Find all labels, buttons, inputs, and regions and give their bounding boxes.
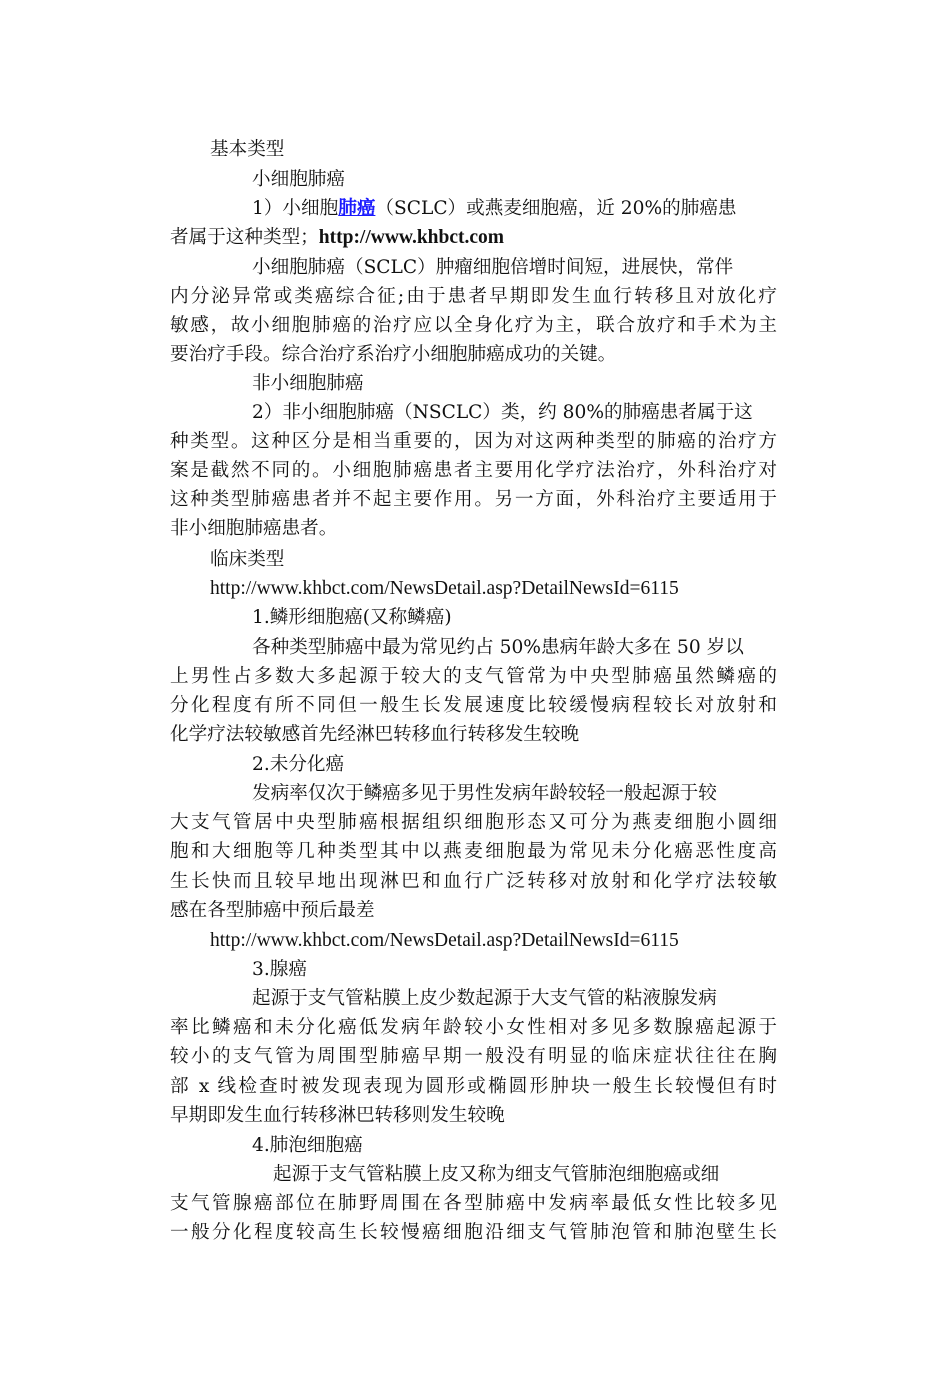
paragraph-line: 各种类型肺癌中最为常见约占 50%患病年龄大多在 50 岁以 — [252, 637, 744, 658]
paragraph-line: 早期即发生血行转移淋巴转移则发生较晚 — [170, 1105, 505, 1126]
paragraph-line: 内分泌异常或类癌综合征;由于患者早期即发生血行转移且对放化疗 — [170, 286, 777, 307]
paragraph-line: 率比鳞癌和未分化癌低发病年龄较小女性相对多见多数腺癌起源于 — [170, 1017, 777, 1038]
paragraph-sclc-line-1 — [252, 194, 737, 224]
type-title-squamous: 1.鳞形细胞癌(又称鳞癌) — [252, 607, 452, 628]
text-run: 1）小细胞 — [252, 198, 339, 219]
paragraph-line: 一般分化程度较高生长较慢癌细胞沿细支气管肺泡管和肺泡壁生长 — [170, 1222, 777, 1243]
paragraph-line: 案是截然不同的。小细胞肺癌患者主要用化学疗法治疗，外科治疗对 — [170, 460, 777, 481]
paragraph-line: 部 x 线检查时被发现表现为圆形或椭圆形肿块一般生长较慢但有时 — [170, 1076, 777, 1097]
paragraph-line: 大支气管居中央型肺癌根据组织细胞形态又可分为燕麦细胞小圆细 — [170, 812, 777, 833]
paragraph-sclc-line-2 — [170, 223, 504, 253]
type-title-undifferentiated: 2.未分化癌 — [252, 754, 345, 775]
paragraph-line: 敏感，故小细胞肺癌的治疗应以全身化疗为主，联合放疗和手术为主 — [170, 315, 777, 336]
paragraph-line: 分化程度有所不同但一般生长发展速度比较缓慢病程较长对放射和 — [170, 695, 777, 716]
paragraph-line: 发病率仅次于鳞癌多见于男性发病年龄较轻一般起源于较 — [252, 783, 717, 804]
text-run: 者属于这种类型； — [170, 227, 319, 248]
paragraph-line: 小细胞肺癌（SCLC）肿瘤细胞倍增时间短，进展快，常伴 — [252, 257, 734, 278]
paragraph-line: 种类型。这种区分是相当重要的，因为对这两种类型的肺癌的治疗方 — [170, 431, 777, 452]
section-heading-clinical-types: 临床类型 — [210, 549, 285, 570]
paragraph-line: 较小的支气管为周围型肺癌早期一般没有明显的临床症状往往在胸 — [170, 1046, 777, 1067]
news-url: http://www.khbct.com/NewsDetail.asp?DetailNewsId=6115 — [210, 930, 679, 951]
paragraph-line: 2）非小细胞肺癌（NSCLC）类，约 80%的肺癌患者属于这 — [252, 402, 753, 423]
paragraph-line: 上男性占多数大多起源于较大的支气管常为中央型肺癌虽然鳞癌的 — [170, 666, 777, 687]
paragraph-line: 这种类型肺癌患者并不起主要作用。另一方面，外科治疗主要适用于 — [170, 489, 777, 510]
paragraph-line: 化学疗法较敏感首先经淋巴转移血行转移发生较晚 — [170, 724, 580, 745]
section-heading-basic-types: 基本类型 — [210, 139, 285, 160]
paragraph-line: 起源于支气管粘膜上皮又称为细支气管肺泡细胞癌或细 — [273, 1164, 720, 1185]
subheading-nsclc: 非小细胞肺癌 — [252, 373, 364, 394]
paragraph-line: 胞和大细胞等几种类型其中以燕麦细胞最为常见未分化癌恶性度高 — [170, 841, 777, 862]
text-run: （SCLC）或燕麦细胞癌，近 20%的肺癌患 — [375, 198, 737, 219]
type-title-adenocarcinoma: 3.腺癌 — [252, 959, 307, 980]
subheading-sclc: 小细胞肺癌 — [252, 169, 345, 190]
type-title-alveolar: 4.肺泡细胞癌 — [252, 1135, 363, 1156]
website-url: http://www.khbct.com — [318, 227, 505, 248]
paragraph-line: 生长快而且较早地出现淋巴和血行广泛转移对放射和化学疗法较敏 — [170, 871, 777, 892]
news-url: http://www.khbct.com/NewsDetail.asp?DetailNewsId=6115 — [210, 578, 679, 599]
lung-cancer-link[interactable]: 肺癌 — [338, 198, 376, 219]
paragraph-line: 支气管腺癌部位在肺野周围在各型肺癌中发病率最低女性比较多见 — [170, 1193, 777, 1214]
paragraph-line: 非小细胞肺癌患者。 — [170, 518, 338, 539]
paragraph-line: 起源于支气管粘膜上皮少数起源于大支气管的粘液腺发病 — [252, 988, 717, 1009]
paragraph-line: 感在各型肺癌中预后最差 — [170, 900, 375, 921]
paragraph-line: 要治疗手段。综合治疗系治疗小细胞肺癌成功的关键。 — [170, 344, 617, 365]
